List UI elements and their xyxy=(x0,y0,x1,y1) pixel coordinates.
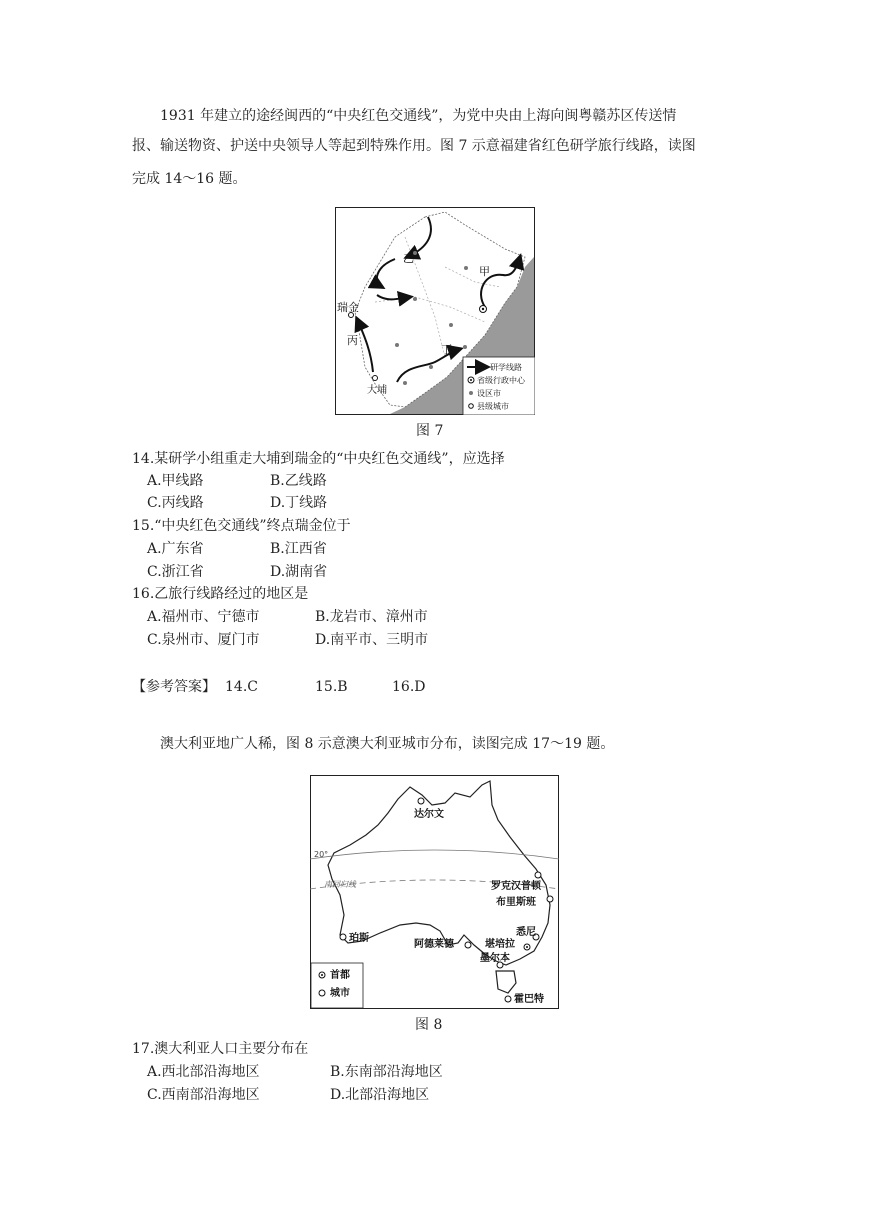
legend-county: 县级城市 xyxy=(477,402,509,411)
city-hobart: 霍巴特 xyxy=(514,994,544,1005)
q14-option-d[interactable]: D.丁线路 xyxy=(270,495,328,511)
city-melbourne: 墨尔本 xyxy=(480,953,510,964)
q16-stem: 16.乙旅行线路经过的地区是 xyxy=(132,586,309,602)
intro-line-2: 报、输送物资、护送中央领导人等起到特殊作用。图 7 示意福建省红色研学旅行线路，读图 xyxy=(132,138,696,154)
tropic-label: 南回归线 xyxy=(324,880,356,889)
q15-stem: 15.“中央红色交通线”终点瑞金位于 xyxy=(132,518,351,534)
label-bing: 丙 xyxy=(347,334,358,347)
intro-line-3: 完成 14～16 题。 xyxy=(132,171,247,187)
city-adelaide: 阿德莱德 xyxy=(414,939,454,950)
legend-capital-8: 首都 xyxy=(330,970,350,981)
q16-option-b[interactable]: B.龙岩市、漳州市 xyxy=(315,609,428,625)
q17-option-d[interactable]: D.北部沿海地区 xyxy=(330,1087,430,1103)
label-jia: 甲 xyxy=(479,265,490,278)
city-brisbane: 布里斯班 xyxy=(496,897,536,908)
answer-15: 15.B xyxy=(315,679,348,695)
q17-option-c[interactable]: C.西南部沿海地区 xyxy=(147,1087,260,1103)
q14-option-b[interactable]: B.乙线路 xyxy=(270,473,327,489)
legend-route: 研学线路 xyxy=(490,363,522,372)
legend-capital: 省级行政中心 xyxy=(477,376,525,385)
fig7-map xyxy=(335,207,535,415)
q16-option-a[interactable]: A.福州市、宁德市 xyxy=(147,609,260,625)
intro-line-1: 1931 年建立的途经闽西的“中央红色交通线”，为党中央由上海向闽粤赣苏区传送情 xyxy=(160,108,677,124)
lat-20-label: 20° xyxy=(314,850,329,859)
q16-option-c[interactable]: C.泉州市、厦门市 xyxy=(147,632,260,648)
q16-option-d[interactable]: D.南平市、三明市 xyxy=(315,632,429,648)
city-sydney: 悉尼 xyxy=(516,927,536,938)
label-yi: 乙 xyxy=(403,252,414,265)
city-perth: 珀斯 xyxy=(349,933,369,944)
city-rockhampton: 罗克汉普顿 xyxy=(491,881,541,892)
label-dapu: 大埔 xyxy=(367,385,387,396)
city-canberra: 堪培拉 xyxy=(485,939,515,950)
q17-option-b[interactable]: B.东南部沿海地区 xyxy=(330,1064,443,1080)
legend-prefecture: 设区市 xyxy=(477,389,501,398)
fig7-caption: 图 7 xyxy=(416,423,444,439)
answer-14: 14.C xyxy=(225,679,258,695)
label-ding: 丁 xyxy=(441,343,452,356)
q15-option-d[interactable]: D.湖南省 xyxy=(270,564,328,580)
q15-option-a[interactable]: A.广东省 xyxy=(147,541,204,557)
fig8-caption: 图 8 xyxy=(415,1017,443,1033)
q14-option-c[interactable]: C.丙线路 xyxy=(147,495,204,511)
answer-label: 【参考答案】 xyxy=(132,679,216,695)
q14-option-a[interactable]: A.甲线路 xyxy=(147,473,204,489)
legend-city-8: 城市 xyxy=(330,988,350,999)
q14-stem: 14.某研学小组重走大埔到瑞金的“中央红色交通线”，应选择 xyxy=(132,451,505,467)
fig8-map xyxy=(310,775,559,1009)
label-ruijin: 瑞金 xyxy=(337,301,359,314)
answer-16: 16.D xyxy=(392,679,426,695)
q17-option-a[interactable]: A.西北部沿海地区 xyxy=(147,1064,260,1080)
q17-stem: 17.澳大利亚人口主要分布在 xyxy=(132,1041,309,1057)
q15-option-b[interactable]: B.江西省 xyxy=(270,541,327,557)
q15-option-c[interactable]: C.浙江省 xyxy=(147,564,204,580)
intro2-text: 澳大利亚地广人稀，图 8 示意澳大利亚城市分布，读图完成 17～19 题。 xyxy=(160,736,615,752)
city-darwin: 达尔文 xyxy=(414,809,444,820)
